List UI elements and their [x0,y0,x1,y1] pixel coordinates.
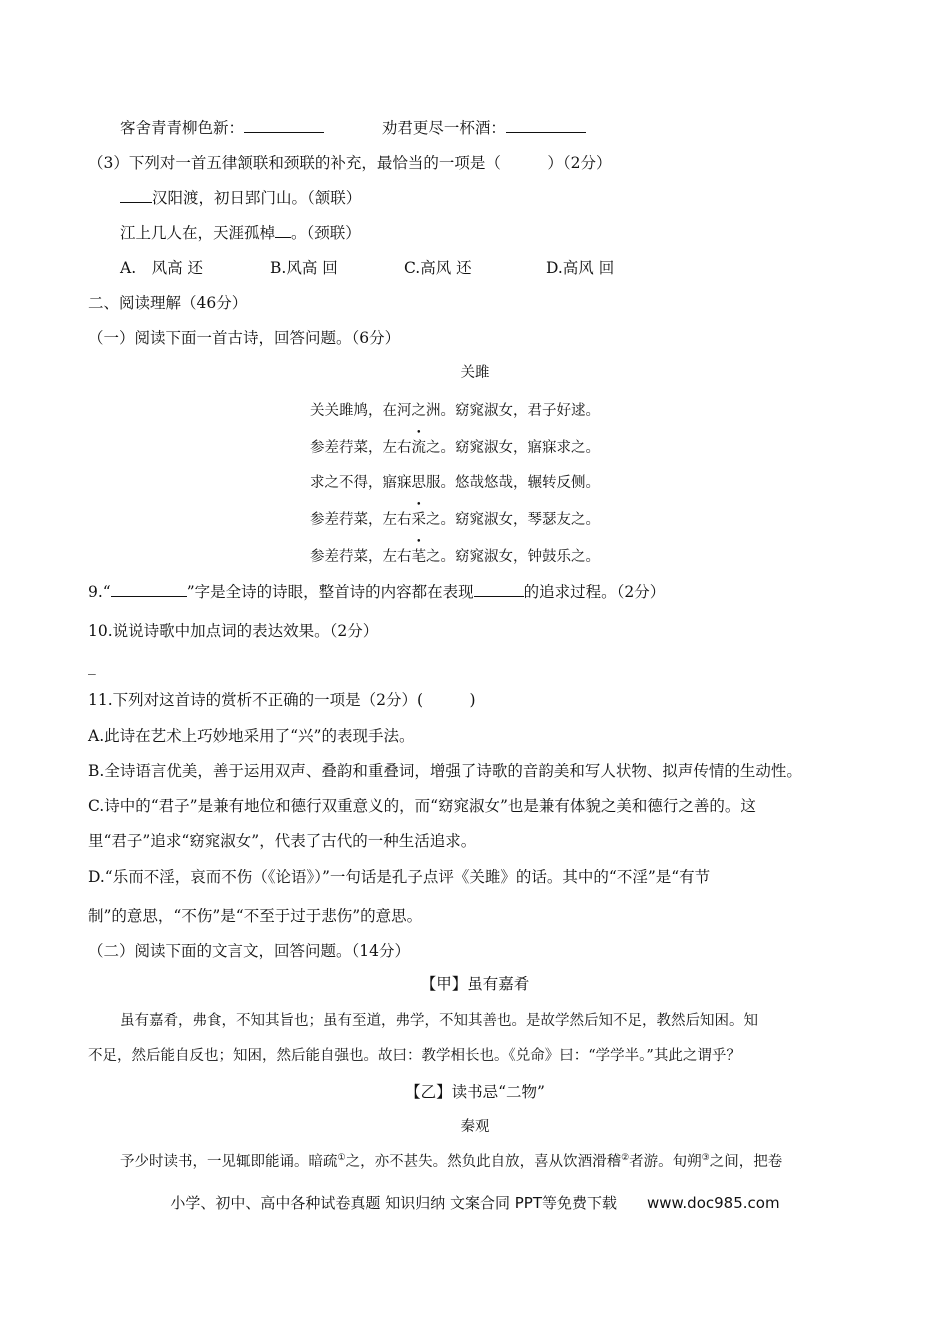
yi-text-d: 之间，把卷 [709,1154,783,1170]
q11-option-d-line-2: 制”的意思，“不伤”是“不至于过于悲伤”的意思。 [88,907,423,925]
poem-title: 关雎 [460,365,490,381]
couplet-line-2 [120,223,361,243]
option-a[interactable]: A. 风高 还 [120,259,204,277]
poem-line-3: 求之不得，寤寐思服。悠哉悠哉，辗转反侧。 [310,475,600,491]
poem-line-5 [310,547,600,567]
couplet-blank-1[interactable] [120,188,152,203]
answer-blank-1[interactable] [244,118,324,133]
passage-jia-line-2: 不足，然后能自反也；知困，然后能自强也。故曰：教学相长也。《兑命》曰：“学学半。”其此之谓乎？ [88,1048,741,1064]
q10-answer-mark[interactable]: _ [88,657,96,675]
passage-yi-title: 【乙】读书忌“二物” [405,1083,545,1101]
dotted-word-mao: 芼 [411,549,426,565]
q11-option-d-line-1[interactable]: D.“乐而不淫，哀而不伤（《论语》）”一句话是孔子点评《关雎》的话。其中的“不淫”是“有节 [88,868,711,886]
poem-line-2-b: 之。窈窕淑女，寤寐求之。 [426,440,600,456]
couplet-line-1 [120,188,361,208]
poem-line-1: 关关雎鸠，在河之洲。窈窕淑女，君子好逑。 [310,403,600,419]
poem-line-5-a: 参差荇菜，左右 [310,549,412,565]
fill-prompt-2: 劝君更尽一杯酒： [381,119,506,137]
q11-option-c-line-2: 里“君子”追求“窈窕淑女”，代表了古代的一种生活追求。 [88,832,477,850]
couplet-text-1: 汉阳渡，初日郢门山。（颔联） [152,189,362,207]
poem-line-4-b: 之。窈窕淑女，琴瑟友之。 [426,512,600,528]
yi-text-a: 予少时读书，一见辄即能诵。暗疏 [120,1154,338,1170]
footnote-ref-3[interactable]: ③ [701,1153,710,1164]
poem-line-4-a: 参差荇菜，左右 [310,512,412,528]
poem-line-2-a: 参差荇菜，左右 [310,440,412,456]
yi-text-c: 者游。旬朔 [629,1154,702,1170]
option-b[interactable]: B.风高 回 [270,259,338,277]
part-2-heading: （二）阅读下面的文言文，回答问题。（14分） [88,942,410,960]
dotted-word-liu: 流 [411,440,426,456]
poem-line-4 [310,510,600,530]
q9-text-b: ”字是全诗的诗眼，整首诗的内容都在表现 [186,583,474,601]
option-row [120,258,614,278]
footnote-ref-1[interactable]: ① [337,1153,346,1164]
yi-text-b: 之，亦不甚失。然负此自放，喜从饮酒滑稽 [345,1154,622,1170]
question-9 [88,582,665,602]
section-heading: 二、阅读理解（46分） [88,294,248,312]
footnote-ref-2[interactable]: ② [621,1153,630,1164]
couplet-text-2a: 江上几人在，天涯孤棹 [120,224,276,242]
q9-text-c: 的追求过程。（2分） [523,583,666,601]
footer-url-link[interactable]: www.doc985.com [646,1194,780,1212]
footer-text: 小学、初中、高中各种试卷真题 知识归纳 文案合同 PPT等免费下载 [170,1194,617,1212]
question-8-3-stem: （3）下列对一首五律颔联和颈联的补充，最恰当的一项是（ ）（2分） [88,154,612,172]
page-footer [0,1192,950,1213]
poem-line-5-b: 之。窈窕淑女，钟鼓乐之。 [426,549,600,565]
passage-jia-title: 【甲】虽有嘉肴 [420,975,530,993]
question-11: 11.下列对这首诗的赏析不正确的一项是（2分）( ) [88,691,476,709]
q11-option-c-line-1[interactable]: C.诗中的“君子”是兼有地位和德行双重意义的，而“窈窕淑女”也是兼有体貌之美和德行之善的。这 [88,797,756,815]
poem-line-2 [310,438,600,458]
answer-blank-2[interactable] [506,118,586,133]
dotted-word-cai: 采 [411,512,426,528]
couplet-text-2b: 。（颈联） [291,224,361,242]
passage-yi-author: 秦观 [460,1119,490,1135]
q9-blank-1[interactable] [111,582,187,597]
option-d[interactable]: D.高风 回 [546,259,615,277]
couplet-blank-2[interactable] [275,223,291,238]
question-10: 10.说说诗歌中加点词的表达效果。（2分） [88,622,379,640]
passage-jia-line-1: 虽有嘉肴，弗食，不知其旨也；虽有至道，弗学，不知其善也。是故学然后知不足，教然后知困。知 [120,1013,758,1029]
option-c[interactable]: C.高风 还 [404,259,472,277]
part-1-heading: （一）阅读下面一首古诗，回答问题。（6分） [88,329,401,347]
q9-blank-2[interactable] [474,582,524,597]
fill-prompt-1: 客舍青青柳色新： [120,119,245,137]
fill-line [120,118,586,138]
q11-option-b[interactable]: B.全诗语言优美，善于运用双声、叠韵和重叠词，增强了诗歌的音韵美和写人状物、拟声传情的生动性。 [88,762,802,780]
q11-option-a[interactable]: A.此诗在艺术上巧妙地采用了“兴”的表现手法。 [88,727,415,745]
passage-yi-line-1 [120,1152,782,1172]
q9-text-a: 9.“ [88,583,111,601]
